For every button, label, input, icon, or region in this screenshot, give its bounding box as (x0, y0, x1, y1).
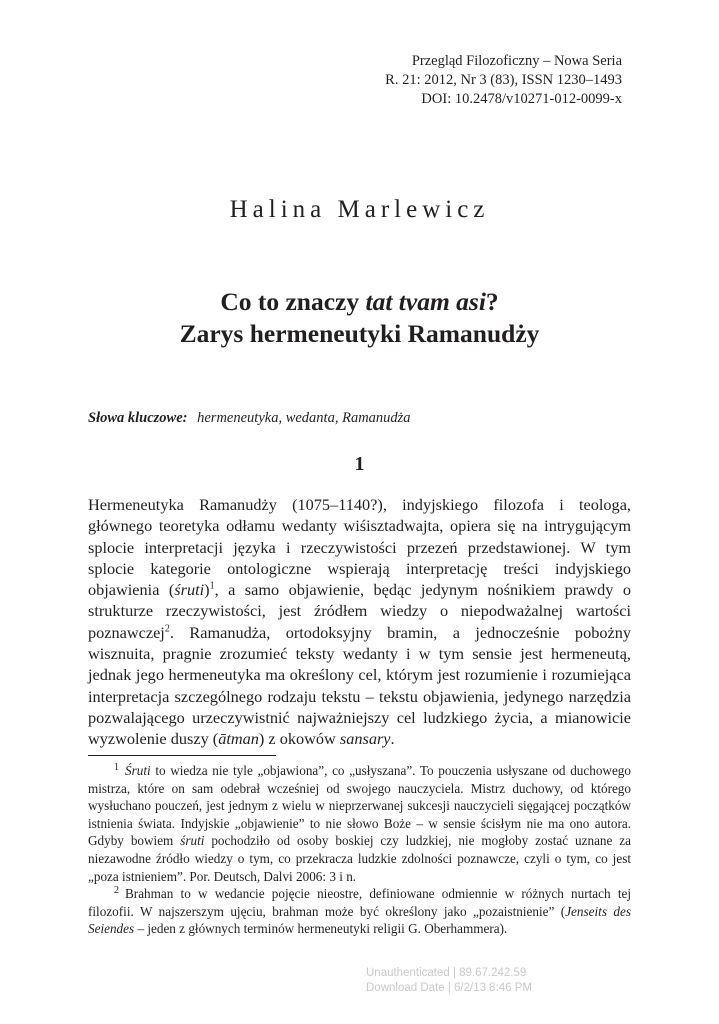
footnote-term: śruti (180, 833, 205, 849)
title-question-mark: ? (485, 287, 499, 316)
footnote-divider (88, 755, 276, 756)
body-paragraph (88, 494, 631, 750)
download-watermark (366, 966, 532, 996)
footnote-text: pochodziło od osoby boskiej czy ludzkiej, nie mogłoby zostać uznane za niezawodne źródło wiedzy o tym, co przekracza ludzkie zdolności poznawcze, czyli o tym, co jest „poza istnieniem”. Por. Deutsch, Dalvi 2006: 3 i n. (88, 833, 631, 884)
body-text: . Ramanudża, ortodoksyjny bramin, a jednocześnie pobożny wisznuita, pragnie zrozumieć teksty wedanty i w tym sensie jest hermeneutą, jednak jego hermeneutyka ma określony cel, którym jest rozumienie i rozumiejąca interpretacja szczególnego rodzaju tekstu – tekstu objawienia, jedynego narzędzia pozwalającego urzeczywistnić najważniejszy cel ludzkiego życia, a mianowicie wyzwolenie duszy ( (88, 622, 631, 749)
footnote-term: Jenseits des Seiendes (88, 903, 631, 937)
journal-header (385, 52, 622, 109)
footnote-number: 2 (114, 884, 119, 896)
footnote-text: Brahman to w wedancie pojęcie nieostre, definiowane odmiennie w różnych nurtach tej filozofii. W najszerszym ujęciu, brahman może być określony jako „pozaistnienie” ( (88, 886, 631, 919)
article-title (0, 286, 719, 350)
body-text: Hermeneutyka Ramanudży (1075–1140?), indyjskiego filozofa i teologa, głównego teoretyka odłamu wedanty wiśisztadwajta, opiera się na intrygującym splocie interpretacji języka i rzeczywistości przezeń przedstawionej. W tym splocie kategorie ontologiczne wspierają interpretację treści indyjskiego objawienia ( (88, 495, 631, 600)
body-text: ) (204, 580, 210, 600)
title-line-2: Zarys hermeneutyki Ramanudży (179, 319, 540, 348)
doi-link[interactable]: DOI: 10.2478/v10271-012-0099-x (421, 91, 622, 107)
keywords-label: Słowa kluczowe: (88, 410, 188, 426)
footnote-2 (88, 885, 631, 938)
body-text: , a samo objawienie, będąc jedynym nośnikiem prawdy o strukturze rzeczywistości, jest źródłem wiedzy o niepodważalnej wartości poznawczej (88, 580, 632, 642)
author-name: Halina Marlewicz (229, 196, 490, 223)
body-term-atman: ātman (218, 729, 259, 749)
section-number: 1 (354, 453, 365, 475)
keywords (88, 410, 411, 427)
footnote-1 (88, 762, 631, 885)
footnote-number: 1 (114, 761, 119, 773)
body-term-sansary: sansary (339, 729, 391, 749)
journal-name: Przegląd Filozoficzny – Nowa Seria (411, 53, 622, 69)
footnote-text: to wiedza nie tyle „objawiona”, co „usłyszana”. To pouczenia usłyszane od duchowego mistrza, które on sam odebrał wcześniej od swojego nauczyciela. Mistrz duchowy, od którego wysłuchano pouczeń, jest jednym z wielu w nieprzerwanej sukcesji nauczycieli sięgającej początków istnienia świata. Indyjskie „objawienie” to nie słowo Boże – w sensie ścisłym nie ma ono autora. Gdyby bowiem (88, 763, 631, 849)
title-italic: tat tvam asi (365, 287, 486, 316)
footnote-ref-1[interactable]: 1 (209, 580, 215, 592)
keywords-value: hermeneutyka, wedanta, Ramanudża (197, 410, 411, 426)
title-line-1 (0, 286, 719, 318)
issue-info: R. 21: 2012, Nr 3 (83), ISSN 1230–1493 (385, 72, 622, 88)
footnote-text: – jeden z głównych terminów hermeneutyki religii G. Oberhammera). (134, 921, 508, 937)
footnotes (88, 762, 631, 938)
watermark-line: Download Date | 6/2/13 8:46 PM (366, 982, 533, 994)
footnote-term: Śruti (125, 763, 151, 778)
footnote-ref-2[interactable]: 2 (164, 623, 170, 635)
body-text: ) z okowów (258, 729, 340, 749)
watermark-line: Unauthenticated | 89.67.242.59 (366, 967, 527, 979)
body-term-sruti: śruti (174, 580, 205, 600)
body-text: . (390, 729, 395, 749)
title-text: Co to znaczy (220, 287, 366, 316)
